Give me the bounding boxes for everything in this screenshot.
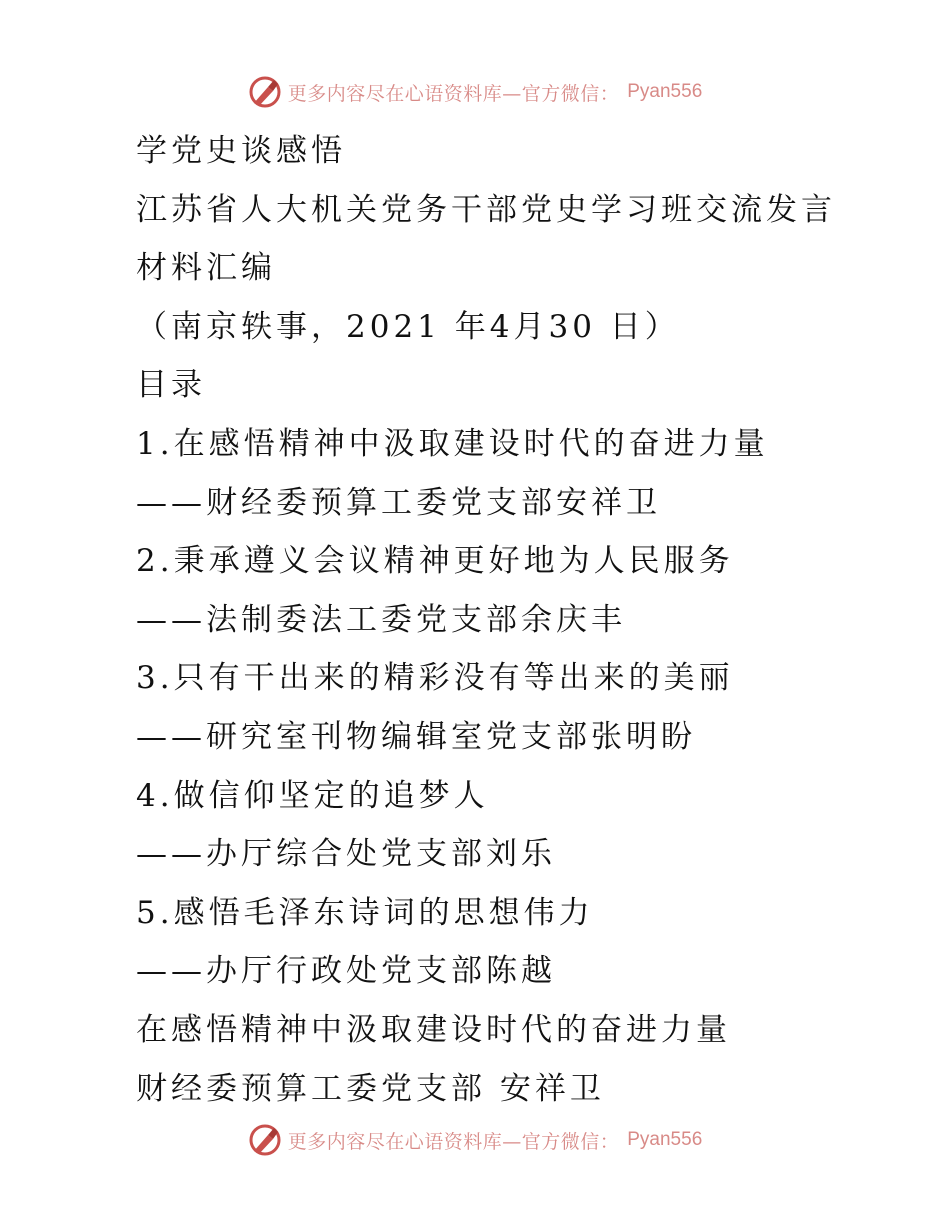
document-body bbox=[96, 122, 866, 1118]
toc-item-title: 4.做信仰坚定的追梦人 bbox=[136, 777, 489, 814]
toc-item-title: 3.只有干出来的精彩没有等出来的美丽 bbox=[136, 660, 734, 697]
watermark-wechat-id: Pyan556 bbox=[627, 1129, 703, 1150]
document-title: 学党史谈感悟 bbox=[136, 133, 346, 169]
watermark-text: 更多内容尽在心语资料库—官方微信： bbox=[287, 82, 620, 105]
toc-item-title: 1.在感悟精神中汲取建设时代的奋进力量 bbox=[136, 425, 769, 462]
toc-item-title: 5.感悟毛泽东诗词的思想伟力 bbox=[136, 894, 594, 931]
watermark-text: 更多内容尽在心语资料库—官方微信： bbox=[287, 1130, 620, 1153]
toc-item-author: ——办厅行政处党支部陈越 bbox=[136, 953, 556, 990]
pen-logo-icon bbox=[248, 75, 282, 109]
pen-logo-icon bbox=[248, 1123, 282, 1157]
toc-item-author: ——财经委预算工委党支部安祥卫 bbox=[136, 484, 661, 521]
document-source-date: （南京轶事，2021 年4月30 日） bbox=[136, 308, 680, 345]
watermark-wechat-id: Pyan556 bbox=[627, 81, 703, 102]
watermark-footer bbox=[0, 1120, 950, 1160]
section-author: 财经委预算工委党支部 安祥卫 bbox=[136, 1070, 605, 1107]
section-heading: 在感悟精神中汲取建设时代的奋进力量 bbox=[136, 1011, 731, 1048]
toc-item-author: ——研究室刊物编辑室党支部张明盼 bbox=[136, 718, 696, 755]
watermark-header bbox=[0, 72, 950, 112]
document-subtitle: 江苏省人大机关党务干部党史学习班交流发言材料汇编 bbox=[136, 191, 836, 287]
toc-item-title: 2.秉承遵义会议精神更好地为人民服务 bbox=[136, 543, 734, 580]
toc-heading: 目录 bbox=[136, 367, 206, 404]
toc-item-author: ——法制委法工委党支部余庆丰 bbox=[136, 601, 626, 638]
toc-item-author: ——办厅综合处党支部刘乐 bbox=[136, 836, 556, 873]
